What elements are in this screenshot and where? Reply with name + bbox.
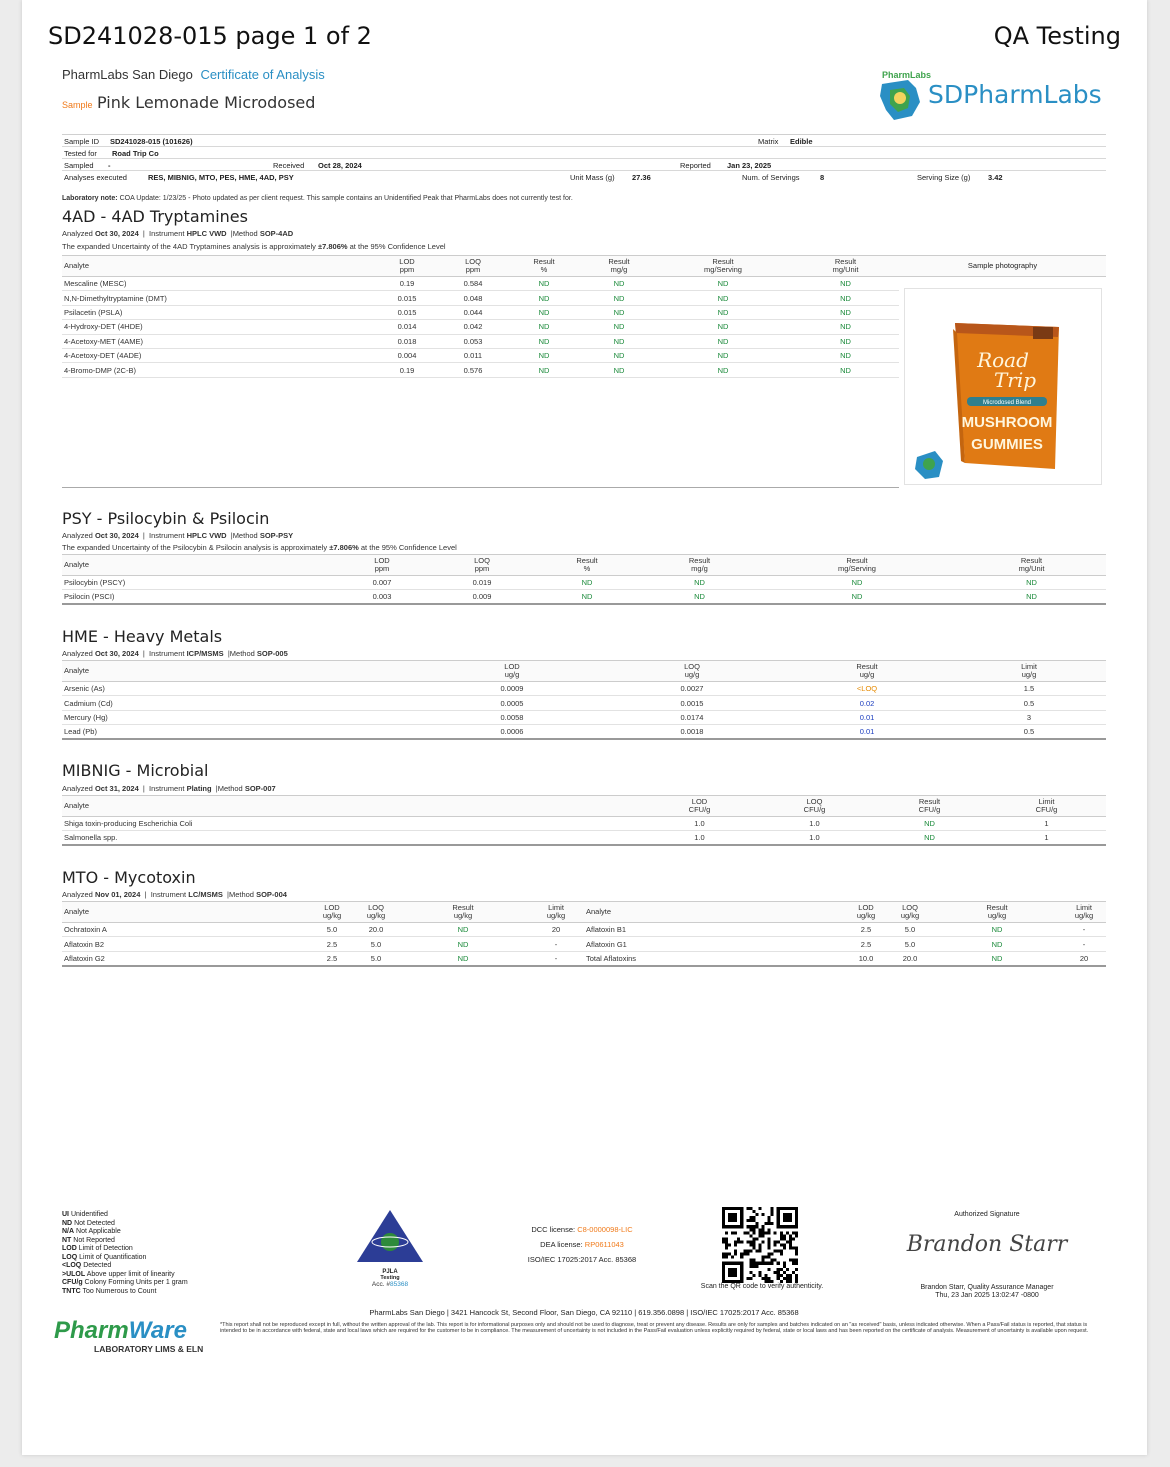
table-cell: 5.0 [888,923,932,937]
column-header: Result mg/Serving [757,555,957,576]
table-cell: 20 [1062,951,1106,965]
column-header: LOQ ug/kg [888,902,932,923]
column-header: Result mg/g [642,555,757,576]
pjla-triangle-icon [355,1208,425,1264]
info-row-4: Analyses executed RES, MIBNIG, MTO, PES, HME, 4AD, PSY Unit Mass (g) 27.36 Num. of Servings 8 Serving Size (g) 3.42 [64,173,1003,182]
table-cell: 0.048 [442,291,504,305]
table-cell: 20 [528,923,584,937]
table-cell: 0.01 [782,725,952,739]
table-cell: ND [654,320,792,334]
table-cell: 20.0 [888,951,932,965]
legend-item: NT Not Reported [62,1236,115,1244]
table-cell: 0.011 [442,348,504,362]
uncertainty-psy: The expanded Uncertainty of the Psilocybin & Psilocin analysis is approximately ±7.806% at the 95% Confidence Level [62,543,457,552]
package-product-1: MUSHROOM [961,414,1053,431]
column-header: Analyte [62,256,372,277]
table-cell: 20.0 [354,923,398,937]
signer-block [882,1284,1092,1300]
doc-type: Certificate of Analysis [200,67,325,82]
table-cell: Aflatoxin B1 [584,923,844,937]
table-cell: 1.0 [642,831,757,845]
table-mibnig [62,795,1106,846]
table-cell: ND [872,817,987,831]
table-cell: 3 [952,710,1106,724]
column-header: LOQ ppm [432,555,532,576]
section-title-4ad: 4AD - 4AD Tryptamines [62,207,248,226]
pjla-badge [350,1208,430,1288]
table-cell: ND [792,320,899,334]
table-cell: 0.01 [782,710,952,724]
column-header: Result mg/Unit [792,256,899,277]
table-cell: ND [792,277,899,291]
package-brand-1: Road [977,348,1029,372]
table-cell: Mercury (Hg) [62,710,422,724]
table-mto [62,901,1106,967]
table-cell: Arsenic (As) [62,682,422,696]
table-cell: 0.0018 [602,725,782,739]
signature: Brandon Starr [906,1232,1068,1257]
column-header: Result CFU/g [872,796,987,817]
section-title-mto: MTO - Mycotoxin [62,868,196,887]
table-4ad [62,255,899,378]
column-header: Result ug/kg [932,902,1062,923]
table-cell: Lead (Pb) [62,725,422,739]
section-title-mibnig: MIBNIG - Microbial [62,761,209,780]
table-cell: ND [584,363,654,377]
table-row [62,831,1106,845]
table-cell: 5.0 [310,923,354,937]
logo-arc-text: PharmLabs [882,70,932,80]
table-cell: N,N-Dimethyltryptamine (DMT) [62,291,372,305]
table-cell: ND [504,348,584,362]
analyses-executed: RES, MIBNIG, MTO, PES, HME, 4AD, PSY [148,173,294,182]
table-cell: 0.004 [372,348,442,362]
table-cell: ND [654,277,792,291]
table-cell: Total Aflatoxins [584,951,844,965]
table-cell: 1.0 [757,831,872,845]
table-cell: ND [792,363,899,377]
table-cell: 1 [987,831,1106,845]
column-header: Limit ug/kg [1062,902,1106,923]
table-cell: ND [757,576,957,590]
table-cell: 0.042 [442,320,504,334]
table-row [62,334,899,348]
table-cell: 0.0174 [602,710,782,724]
table-cell: 10.0 [844,951,888,965]
pjla-testing: Testing [380,1275,400,1281]
table-row [62,576,1106,590]
table-cell: 0.0015 [602,696,782,710]
sdpharmlabs-logo [872,66,1112,126]
table-cell: 4-Acetoxy-DET (4ADE) [62,348,372,362]
verification-qr-code[interactable] [722,1207,802,1287]
legend-item: LOQ Limit of Quantification [62,1253,147,1261]
table-cell: ND [792,334,899,348]
table-cell: 0.003 [332,590,432,604]
table-cell: 0.5 [952,725,1106,739]
pjla-name: PJLA [382,1269,398,1275]
table-cell: 0.015 [372,305,442,319]
column-header: Result mg/g [584,256,654,277]
table-cell: ND [792,305,899,319]
sample-label: Sample [62,100,93,110]
table-row [62,590,1106,604]
table-cell: 5.0 [354,937,398,951]
table-cell: 5.0 [354,951,398,965]
table-cell: Mescaline (MESC) [62,277,372,291]
column-header: LOQ CFU/g [757,796,872,817]
table-cell: ND [932,937,1062,951]
table-cell: ND [504,291,584,305]
table-cell: 0.014 [372,320,442,334]
column-header: LOQ ug/g [602,661,782,682]
table-row [62,305,899,319]
legend-item: <LOQ Detected [62,1262,112,1269]
table-cell: ND [504,305,584,319]
table-row [62,817,1106,831]
table-cell: 0.044 [442,305,504,319]
authorized-signature-label: Authorized Signature [954,1211,1020,1218]
table-row [62,348,899,362]
analysis-meta-hme: Analyzed Oct 30, 2024 | Instrument ICP/MSMS |Method SOP-005 [62,649,288,658]
table-cell: Shiga toxin-producing Escherichia Coli [62,817,642,831]
table-cell: 0.584 [442,277,504,291]
table-row [62,696,1106,710]
section-title-hme: HME - Heavy Metals [62,627,223,646]
table-cell: 0.0058 [422,710,602,724]
table-cell: ND [757,590,957,604]
column-header: LOD ppm [332,555,432,576]
column-header: Result % [504,256,584,277]
table-cell: ND [584,334,654,348]
table-cell: ND [398,951,528,965]
table-cell: 1.0 [757,817,872,831]
table-cell: ND [872,831,987,845]
package-blend: Microdosed Blend [982,400,1032,406]
tested-for: Road Trip Co [112,149,159,158]
table-cell: 0.018 [372,334,442,348]
table-cell: ND [792,348,899,362]
table-cell: ND [642,590,757,604]
table-cell: 4-Hydroxy-DET (4HDE) [62,320,372,334]
sample-title [62,93,315,113]
signer-name: Brandon Starr, Quality Assurance Manager [920,1284,1054,1291]
table-cell: 2.5 [310,937,354,951]
qr-code-icon[interactable] [722,1207,798,1283]
qr-caption: Scan the QR code to verify authenticity. [700,1283,824,1290]
license-info: DCC license: C8-0000098-LIC DEA license: RP0611043 ISO/IEC 17025:2017 Acc. 85368 [492,1222,672,1267]
table-cell: 0.0027 [602,682,782,696]
table-cell: Aflatoxin G1 [584,937,844,951]
section-title-psy: PSY - Psilocybin & Psilocin [62,509,270,528]
table-cell: ND [398,923,528,937]
california-logo-icon [872,66,932,122]
legend-item: ND Not Detected [62,1219,115,1227]
coa-page [22,0,1147,1455]
table-row [62,363,899,377]
lab-name: PharmLabs San Diego [62,67,193,82]
pjla-accreditation: Acc. #85368 [371,1281,409,1288]
pharmware-logo: PharmWare LABORATORY LIMS & ELN [54,1318,214,1360]
package-brand-2: Trip [993,368,1037,392]
table-cell: ND [957,590,1106,604]
info-row-1: Sample ID SD241028-015 (101626) Matrix Edible [62,136,1106,147]
matrix: Edible [790,137,813,146]
column-header: Result mg/Serving [654,256,792,277]
table-cell: ND [584,348,654,362]
legend-item: >ULOL Above upper limit of linearity [62,1270,175,1278]
product-package-image [905,289,1103,486]
disclaimer: *This report shall not be reproduced except in full, without the written approval of the lab. This report is for informational purposes only and should not be used to diagnose, treat or prevent any disease. Results are only for samples and batches indicated on an "as received" basis, unless indicated otherwise. When a Pass/Fail status is reported, that status is intended to be in accordance with federal, state and local laws which are required for the customer to be in compliance. The measurement of uncertainty is not included in the Pass/Fail evaluation unless explicitly required by federal, state or local laws and has been reported on the certificate of analysis. Measurement of uncertainty is available upon request. [220,1322,1089,1334]
table-cell: ND [654,334,792,348]
table-cell: - [1062,923,1106,937]
table-cell: ND [532,590,642,604]
table-cell: 0.0005 [422,696,602,710]
sample-photo-header: Sample photography [899,255,1106,277]
table-row [62,725,1106,739]
table-cell: 2.5 [310,951,354,965]
abbreviation-legend [62,1211,262,1296]
table-cell: <LOQ [782,682,952,696]
table-cell: ND [504,334,584,348]
logo-text: SDPharmLabs [928,80,1102,109]
sample-name: Pink Lemonade Microdosed [96,93,316,112]
table-cell: ND [504,320,584,334]
column-header: LOQ ppm [442,256,504,277]
legend-item: TNTC Too Numerous to Count [62,1287,157,1295]
table-cell: ND [957,576,1106,590]
table-cell: 0.009 [432,590,532,604]
table-cell: ND [654,291,792,305]
table-cell: 0.053 [442,334,504,348]
lab-header [62,67,325,82]
table-cell: 0.19 [372,363,442,377]
column-header: Analyte [62,555,332,576]
table-cell: Psilocin (PSCI) [62,590,332,604]
document-id: SD241028-015 page 1 of 2 [48,22,372,50]
table-hme [62,660,1106,740]
table-cell: ND [504,363,584,377]
table-cell: ND [584,291,654,305]
column-header: Result mg/Unit [957,555,1106,576]
analysis-meta-mibnig: Analyzed Oct 31, 2024 | Instrument Plating |Method SOP-007 [62,784,276,793]
column-header: Limit ug/g [952,661,1106,682]
column-header: LOD CFU/g [642,796,757,817]
qa-label: QA Testing [993,22,1121,50]
legend-item: N/A Not Applicable [62,1228,121,1235]
table-cell: ND [584,320,654,334]
column-header: LOD ug/g [422,661,602,682]
info-row-3: Sampled - Received Oct 28, 2024 Reported Jan 23, 2025 [62,160,1106,171]
table-cell: Psilocybin (PSCY) [62,576,332,590]
table-cell: 0.015 [372,291,442,305]
package-product-2: GUMMIES [971,436,1043,453]
table-cell: 1.5 [952,682,1106,696]
legend-item: UI Unidentified [62,1211,108,1218]
table-cell: 0.007 [332,576,432,590]
table-cell: 0.0006 [422,725,602,739]
table-row [62,682,1106,696]
table-cell: 5.0 [888,937,932,951]
table-cell: 4-Acetoxy-MET (4AME) [62,334,372,348]
table-cell: Ochratoxin A [62,923,310,937]
table-cell: Salmonella spp. [62,831,642,845]
column-header: LOQ ug/kg [354,902,398,923]
table-cell: ND [584,277,654,291]
table-cell: ND [654,363,792,377]
column-header: Limit CFU/g [987,796,1106,817]
iso-accreditation: ISO/IEC 17025:2017 Acc. 85368 [527,1255,637,1264]
sign-date: Thu, 23 Jan 2025 13:02:47 -0800 [935,1292,1039,1299]
dcc-license: C8-0000098-LIC [577,1225,633,1234]
table-cell: ND [932,951,1062,965]
table-cell: ND [654,305,792,319]
table-cell: 2.5 [844,923,888,937]
table-cell: ND [792,291,899,305]
lab-address: PharmLabs San Diego | 3421 Hancock St, Second Floor, San Diego, CA 92110 | 619.356.0898 | ISO/IEC 17025:2017 Acc. 85368 [369,1308,799,1317]
table-cell: Psilacetin (PSLA) [62,305,372,319]
table-cell: 2.5 [844,937,888,951]
table-row [62,937,1106,951]
table-cell: ND [532,576,642,590]
info-row-2: Tested for Road Trip Co [62,148,1106,159]
analysis-meta-psy: Analyzed Oct 30, 2024 | Instrument HPLC VWD |Method SOP-PSY [62,531,294,540]
sample-photo [904,288,1102,485]
lab-note: Laboratory note: COA Update: 1/23/25 - Photo updated as per client request. This sample contains an Unidentified Peak that PharmLabs does not currently test for. [62,195,573,202]
table-row [62,710,1106,724]
table-cell: ND [398,937,528,951]
uncertainty-4ad: The expanded Uncertainty of the 4AD Tryptamines analysis is approximately ±7.806% at the 95% Confidence Level [62,242,446,251]
column-header: Result ug/kg [398,902,528,923]
table-cell: Cadmium (Cd) [62,696,422,710]
pharmware-tagline: LABORATORY LIMS & ELN [94,1344,204,1354]
column-header: LOD ug/kg [310,902,354,923]
table-cell: ND [654,348,792,362]
sample-id: SD241028-015 (101626) [110,137,193,146]
column-header: Analyte [584,902,844,923]
table-row [62,277,899,291]
table-cell: 0.02 [782,696,952,710]
legend-item: CFU/g Colony Forming Units per 1 gram [62,1279,188,1286]
column-header: Analyte [62,796,642,817]
dea-license: RP0611043 [584,1240,624,1249]
table-row [62,291,899,305]
table-cell: 4-Bromo-DMP (2C-B) [62,363,372,377]
column-header: Analyte [62,902,310,923]
column-header: Result ug/g [782,661,952,682]
table-cell: 0.576 [442,363,504,377]
table-cell: 0.5 [952,696,1106,710]
table-cell: 1 [987,817,1106,831]
column-header: LOD ppm [372,256,442,277]
table-cell: ND [932,923,1062,937]
column-header: Limit ug/kg [528,902,584,923]
table-cell: - [528,937,584,951]
table-cell: Aflatoxin G2 [62,951,310,965]
table-cell: ND [642,576,757,590]
legend-item: LOD Limit of Detection [62,1245,133,1252]
column-header: LOD ug/kg [844,902,888,923]
table-cell: ND [504,277,584,291]
column-header: Analyte [62,661,422,682]
analysis-meta-4ad: Analyzed Oct 30, 2024 | Instrument HPLC VWD |Method SOP-4AD [62,229,294,238]
received-date: Oct 28, 2024 [318,161,362,170]
table-cell: 0.0009 [422,682,602,696]
table-cell: ND [584,305,654,319]
table-cell: 0.019 [432,576,532,590]
table-psy [62,554,1106,605]
column-header: Result % [532,555,642,576]
table-row [62,320,899,334]
table-row [62,951,1106,965]
table-cell: 1.0 [642,817,757,831]
table-cell: 0.19 [372,277,442,291]
table-cell: - [1062,937,1106,951]
table-row [62,923,1106,937]
analysis-meta-mto: Analyzed Nov 01, 2024 | Instrument LC/MSMS |Method SOP-004 [62,890,287,899]
table-cell: Aflatoxin B2 [62,937,310,951]
table-cell: - [528,951,584,965]
reported-date: Jan 23, 2025 [727,161,772,170]
